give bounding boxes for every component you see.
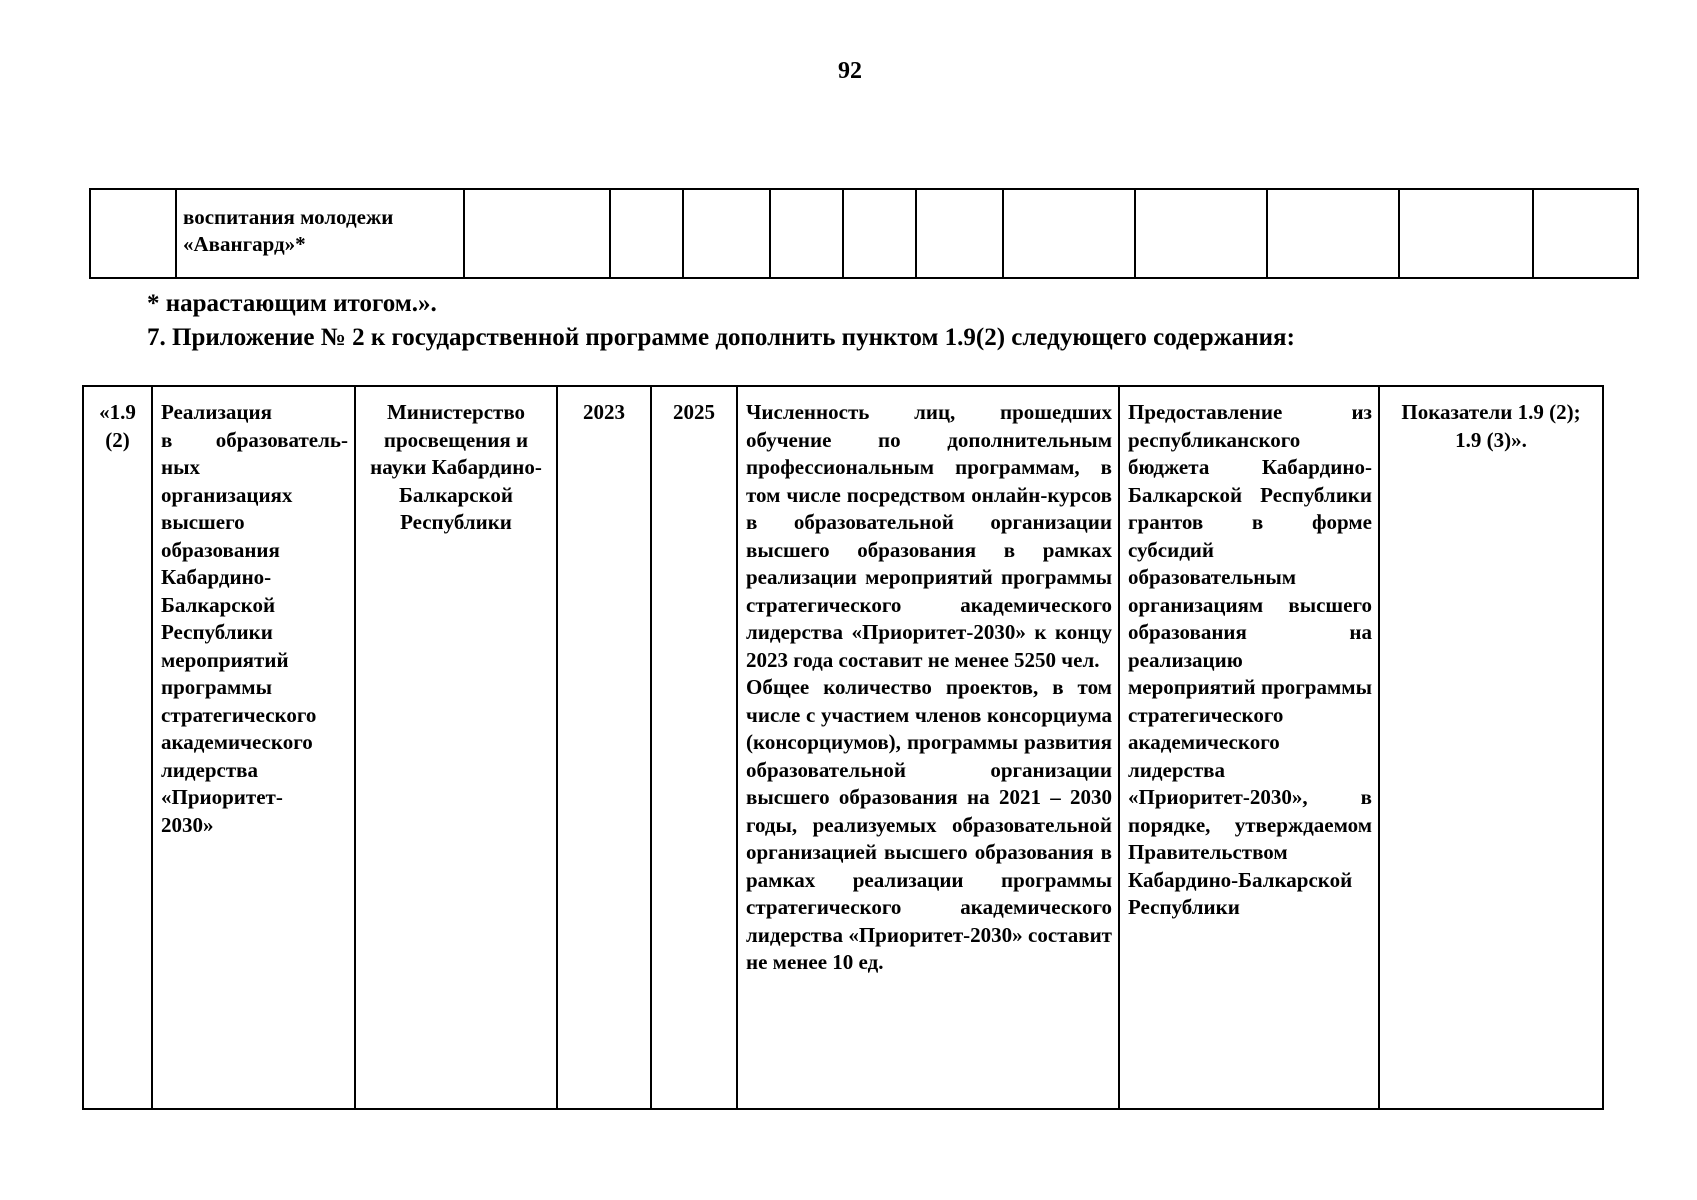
table-cell <box>1267 189 1399 278</box>
name-line: 2030» <box>161 812 214 837</box>
table-cell <box>90 189 176 278</box>
table-row <box>90 189 1638 278</box>
table-cell <box>916 189 1003 278</box>
cell-expected-result <box>737 386 1119 1109</box>
name-line: высшего <box>161 510 245 534</box>
name-line: стратегического <box>161 702 317 727</box>
name-line: в образователь- <box>161 427 348 452</box>
page-number: 92 <box>838 58 862 84</box>
name-line: «Приоритет- <box>161 785 283 809</box>
table-cell <box>843 189 916 278</box>
table-row <box>83 386 1603 1109</box>
cell-measure-name <box>152 386 355 1109</box>
continued-table <box>89 188 1639 279</box>
footnote: * нарастающим итогом.». <box>147 290 437 317</box>
name-line: Республики <box>161 620 273 644</box>
result-paragraph: Общее количество проектов, в том числе с участием членов консорциума (консорциумов), программы развития образовательной организации высшего образования на 2021 – 2030 годы, реализуемых образовательной организацией высшего образования в рамках реализации программы стратегического академического лидерства «Приоритет-2030» составит не менее 10 ед. <box>746 675 1112 974</box>
name-line: ных <box>161 455 200 479</box>
cell-mechanism: Предоставление из республиканского бюджета Кабардино-Балкарской Республики грантов в форме субсидий образовательным организациям высшего образования на реализацию мероприятий программы стратегического академического лидерства «Приоритет-2030», в порядке, утверждаемом Правительством Кабардино-Балкарской Республики <box>1119 386 1379 1109</box>
cell-indicators: Показатели 1.9 (2); 1.9 (3)». <box>1379 386 1603 1109</box>
name-line: образования <box>161 537 280 562</box>
name-line: Кабардино- <box>161 565 272 589</box>
name-line: мероприятий <box>161 647 289 672</box>
cell-start-year: 2023 <box>557 386 651 1109</box>
table-cell <box>770 189 843 278</box>
name-line: организациях <box>161 482 293 507</box>
appendix-table <box>82 385 1604 1110</box>
name-line: лидерства <box>161 757 258 782</box>
name-line: академического <box>161 730 313 754</box>
table-cell <box>1533 189 1638 278</box>
name-line: Балкарской <box>161 592 276 617</box>
cell-end-year: 2025 <box>651 386 737 1109</box>
name-line: программы <box>161 675 272 699</box>
table-cell <box>1135 189 1267 278</box>
table-cell <box>683 189 770 278</box>
table-cell <box>464 189 610 278</box>
instruction-text: 7. Приложение № 2 к государственной программе дополнить пунктом 1.9(2) следующего содержания: <box>147 324 1295 351</box>
name-line: Реализация <box>161 400 272 424</box>
table-cell-description: воспитания молодежи «Авангард»* <box>176 189 464 278</box>
table-cell <box>1003 189 1135 278</box>
table-cell <box>610 189 683 278</box>
cell-item-number: «1.9 (2) <box>83 386 152 1109</box>
table-cell <box>1399 189 1533 278</box>
result-paragraph: Численность лиц, прошедших обучение по дополнительным профессиональным программам, в том числе посредством онлайн-курсов в образовательной организации высшего образования в рамках реализации мероприятий программы стратегического академического лидерства «Приоритет-2030» к концу 2023 года составит не менее 5250 чел. <box>746 400 1112 672</box>
cell-executor: Министерство просвещения и науки Кабардино-Балкарской Республики <box>355 386 557 1109</box>
